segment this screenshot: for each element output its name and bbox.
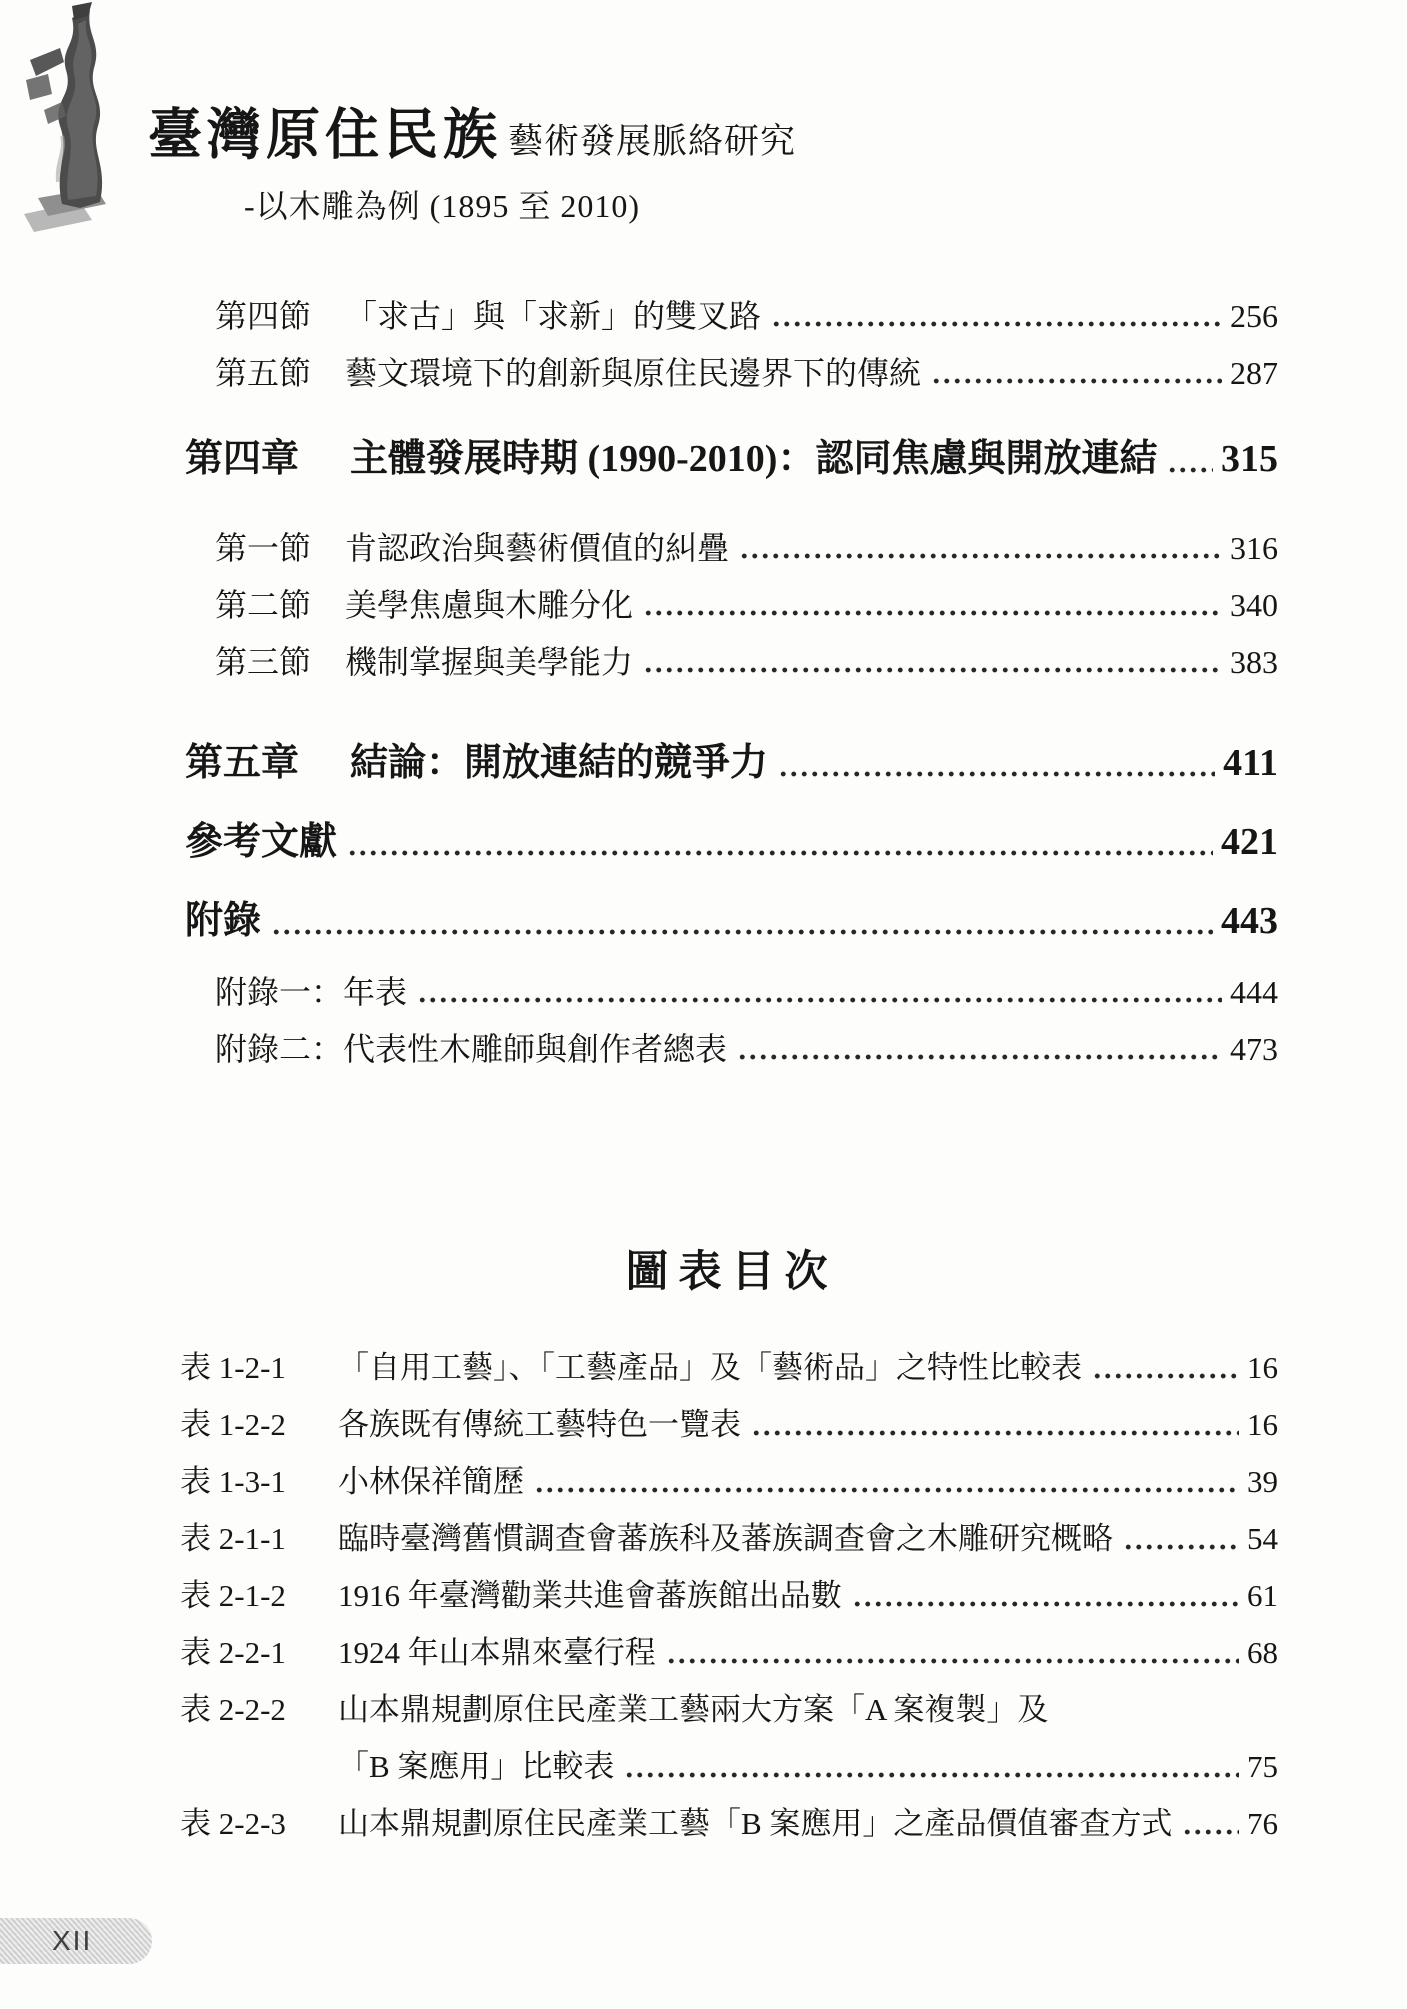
entry-title: 「B 案應用」比較表 bbox=[338, 1749, 615, 1784]
toc-entry bbox=[180, 1350, 1278, 1386]
entry-page-number: 383 bbox=[1230, 644, 1278, 680]
entry-page-number: 316 bbox=[1230, 530, 1278, 566]
entry-page-number: 61 bbox=[1247, 1578, 1278, 1613]
figures-section-heading: 圖表目次 bbox=[625, 1249, 838, 1296]
entry-page-number: 39 bbox=[1247, 1464, 1278, 1499]
entry-page-number: 287 bbox=[1230, 355, 1278, 391]
dotted-leader bbox=[1092, 1373, 1239, 1379]
entry-label: 第一節 bbox=[215, 530, 312, 566]
entry-label: 表 2-2-3 bbox=[180, 1806, 286, 1841]
dotted-leader bbox=[1123, 1544, 1239, 1550]
entry-page-number: 315 bbox=[1221, 438, 1278, 480]
entry-label: 第五節 bbox=[215, 355, 312, 391]
dotted-leader bbox=[739, 553, 1222, 559]
dotted-leader bbox=[624, 1772, 1239, 1778]
entry-page-number: 16 bbox=[1247, 1407, 1278, 1442]
entry-label: 表 2-1-1 bbox=[180, 1521, 286, 1556]
toc-entry bbox=[185, 436, 1278, 482]
dotted-leader bbox=[271, 929, 1213, 935]
entry-label: 第二節 bbox=[215, 587, 312, 623]
entry-page-number: 16 bbox=[1247, 1350, 1278, 1385]
entry-title: 臨時臺灣舊慣調查會蕃族科及蕃族調查會之木雕研究概略 bbox=[338, 1521, 1113, 1556]
entry-title: 美學焦慮與木雕分化 bbox=[345, 587, 634, 623]
toc-entry bbox=[185, 740, 1278, 786]
toc-entry bbox=[180, 1692, 1278, 1728]
entry-title: 機制掌握與美學能力 bbox=[345, 644, 634, 680]
book-title-calligraphy: 臺灣原住民族 bbox=[148, 104, 502, 166]
toc-entry bbox=[180, 1407, 1278, 1443]
toc-entry bbox=[180, 1806, 1278, 1842]
toc-entry bbox=[185, 644, 1278, 680]
entry-label: 表 2-1-2 bbox=[180, 1578, 286, 1613]
dotted-leader bbox=[737, 1054, 1222, 1060]
dotted-leader bbox=[643, 610, 1222, 616]
entry-title: 「求古」與「求新」的雙叉路 bbox=[345, 298, 762, 334]
entry-page-number: 444 bbox=[1230, 974, 1278, 1010]
toc-entry bbox=[185, 974, 1278, 1010]
book-title-line bbox=[148, 92, 796, 169]
entry-title: 藝文環境下的創新與原住民邊界下的傳統 bbox=[345, 355, 922, 391]
entry-label: 第四章 bbox=[185, 438, 300, 480]
footer-page-band bbox=[0, 1918, 152, 1964]
footer-page-number: XII bbox=[52, 1925, 93, 1956]
entry-title: 小林保祥簡歷 bbox=[338, 1464, 524, 1499]
wood-sculpture-icon bbox=[14, 2, 130, 238]
entry-title: 附錄二：代表性木雕師與創作者總表 bbox=[215, 1031, 728, 1067]
entry-title: 主體發展時期 (1990-2010)：認同焦慮與開放連結 bbox=[350, 438, 1158, 480]
dotted-leader bbox=[643, 667, 1222, 673]
dotted-leader bbox=[751, 1430, 1239, 1436]
dotted-leader bbox=[417, 997, 1222, 1003]
toc-entry bbox=[185, 1031, 1278, 1067]
toc-entry bbox=[185, 355, 1278, 391]
entry-page-number: 340 bbox=[1230, 587, 1278, 623]
toc-entry bbox=[180, 1749, 1278, 1785]
dotted-leader bbox=[534, 1487, 1239, 1493]
entry-title: 肯認政治與藝術價值的糾疊 bbox=[345, 530, 730, 566]
entry-label: 表 2-2-2 bbox=[180, 1692, 286, 1727]
entry-title: 山本鼎規劃原住民產業工藝兩大方案「A 案複製」及 bbox=[338, 1692, 1049, 1727]
entry-title: 附錄一：年表 bbox=[215, 974, 408, 1010]
entry-title: 1916 年臺灣勸業共進會蕃族館出品數 bbox=[338, 1578, 842, 1613]
wood-sculpture-logo bbox=[14, 2, 130, 238]
dotted-leader bbox=[347, 850, 1213, 856]
toc-entry bbox=[185, 898, 1278, 944]
entry-page-number: 443 bbox=[1221, 900, 1278, 942]
dotted-leader bbox=[778, 771, 1215, 777]
entry-page-number: 54 bbox=[1247, 1521, 1278, 1556]
toc-entry bbox=[180, 1578, 1278, 1614]
toc-entry bbox=[185, 819, 1278, 865]
entry-label: 表 2-2-1 bbox=[180, 1635, 286, 1670]
dotted-leader bbox=[771, 321, 1222, 327]
figures-list bbox=[180, 1350, 1278, 1842]
entry-title: 各族既有傳統工藝特色一覽表 bbox=[338, 1407, 741, 1442]
entry-label: 第五章 bbox=[185, 742, 300, 784]
entry-label: 表 1-3-1 bbox=[180, 1464, 286, 1499]
entry-page-number: 76 bbox=[1247, 1806, 1278, 1841]
dotted-leader bbox=[1167, 467, 1213, 473]
book-title-rest: 藝術發展脈絡研究 bbox=[508, 122, 797, 161]
dotted-leader bbox=[931, 378, 1222, 384]
entry-page-number: 421 bbox=[1221, 821, 1278, 863]
entry-label: 第四節 bbox=[215, 298, 312, 334]
toc-entry bbox=[180, 1521, 1278, 1557]
entry-title: 山本鼎規劃原住民產業工藝「B 案應用」之產品價值審查方式 bbox=[338, 1806, 1173, 1841]
entry-title: 結論：開放連結的競爭力 bbox=[350, 742, 769, 784]
toc-entry bbox=[180, 1635, 1278, 1671]
book-title-block bbox=[148, 92, 796, 227]
entry-label: 第三節 bbox=[215, 644, 312, 680]
toc-entry bbox=[185, 298, 1278, 334]
entry-title: 參考文獻 bbox=[185, 821, 338, 863]
entry-page-number: 411 bbox=[1223, 742, 1278, 784]
toc-entry bbox=[180, 1464, 1278, 1500]
dotted-leader bbox=[852, 1601, 1239, 1607]
toc-entry bbox=[185, 587, 1278, 623]
entry-title: 「自用工藝」、「工藝產品」及「藝術品」之特性比較表 bbox=[338, 1350, 1082, 1385]
entry-page-number: 256 bbox=[1230, 298, 1278, 334]
entry-label: 表 1-2-2 bbox=[180, 1407, 286, 1442]
entry-page-number: 75 bbox=[1247, 1749, 1278, 1784]
entry-label: 表 1-2-1 bbox=[180, 1350, 286, 1385]
dotted-leader bbox=[1182, 1829, 1239, 1835]
entry-page-number: 473 bbox=[1230, 1031, 1278, 1067]
entry-page-number: 68 bbox=[1247, 1635, 1278, 1670]
dotted-leader bbox=[666, 1658, 1239, 1664]
entry-title: 附錄 bbox=[185, 900, 262, 942]
entry-title: 1924 年山本鼎來臺行程 bbox=[338, 1635, 656, 1670]
toc-entry bbox=[185, 530, 1278, 566]
book-subtitle: -以木雕為例 (1895 至 2010) bbox=[244, 188, 640, 224]
toc-list bbox=[185, 298, 1278, 1067]
